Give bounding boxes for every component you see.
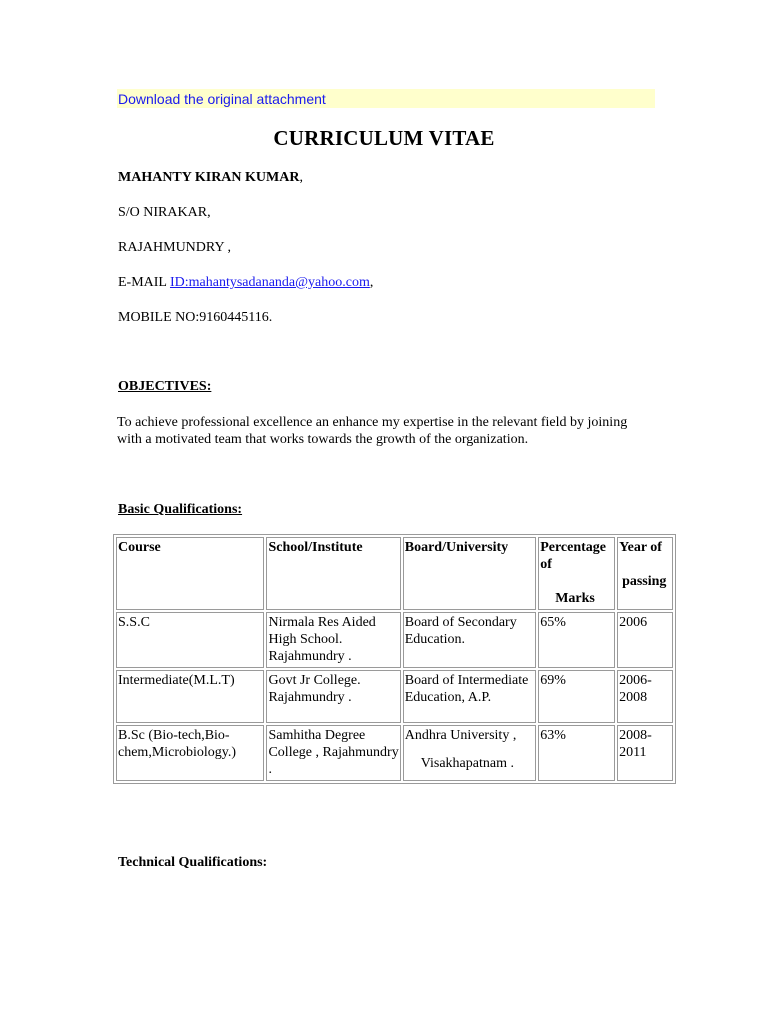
cell-course: S.S.C — [116, 612, 264, 668]
header-percentage-line3: Marks — [555, 591, 595, 606]
header-school: School/Institute — [266, 537, 400, 610]
email-prefix: E-MAIL — [118, 275, 170, 290]
table-row — [116, 725, 673, 781]
cell-board: Board of Secondary Education. — [403, 612, 536, 668]
contact-mobile: MOBILE NO:9160445116. — [118, 310, 273, 325]
cell-percentage: 63% — [538, 725, 615, 781]
cell-course: B.Sc (Bio-tech,Bio-chem,Microbiology.) — [116, 725, 264, 781]
email-suffix: , — [369, 275, 374, 290]
cell-course: Intermediate(M.L.T) — [116, 670, 264, 723]
name-text: MAHANTY KIRAN KUMAR — [118, 170, 300, 185]
table-row — [116, 612, 673, 668]
header-year-line1: Year of — [619, 540, 662, 555]
cell-percentage: 69% — [538, 670, 615, 723]
cell-year: 2006-2008 — [617, 670, 673, 723]
cell-school: Govt Jr College. Rajahmundry . — [266, 670, 400, 723]
basic-qualifications-heading: Basic Qualifications: — [118, 502, 243, 517]
table-row — [116, 670, 673, 723]
cell-school: Nirmala Res Aided High School. Rajahmundry . — [266, 612, 400, 668]
cell-board: Board of Intermediate Education, A.P. — [403, 670, 536, 723]
document-title: CURRICULUM VITAE — [273, 126, 495, 150]
contact-email — [118, 275, 373, 291]
header-course: Course — [116, 537, 264, 610]
cell-percentage: 65% — [538, 612, 615, 668]
cell-school: Samhitha Degree College , Rajahmundry . — [266, 725, 400, 781]
cell-year: 2006 — [617, 612, 673, 668]
objectives-text: To achieve professional excellence an enhance my expertise in the relevant field by joining with a motivated team that works towards the growth of the organization. — [117, 415, 628, 447]
header-percentage-line2: of — [540, 557, 552, 572]
header-board: Board/University — [403, 537, 536, 610]
header-year-line2: passing — [622, 574, 667, 589]
contact-city: RAJAHMUNDRY , — [118, 240, 232, 255]
objectives-heading: OBJECTIVES: — [118, 379, 212, 394]
download-attachment-link[interactable]: Download the original attachment — [118, 91, 326, 107]
cell-board-line1: Andhra University , — [404, 728, 517, 743]
table-header-row — [116, 537, 673, 610]
contact-relation: S/O NIRAKAR, — [118, 205, 211, 220]
cell-board — [403, 725, 536, 781]
qualifications-table — [113, 534, 676, 784]
header-year — [617, 537, 673, 610]
header-percentage — [538, 537, 615, 610]
name-suffix: , — [299, 170, 303, 185]
email-link[interactable]: ID:mahantysadananda@yahoo.com — [169, 275, 370, 290]
technical-qualifications-heading: Technical Qualifications: — [118, 855, 268, 870]
cell-board-line2: Visakhapatnam . — [420, 756, 514, 771]
contact-name — [118, 170, 303, 186]
header-percentage-line1: Percentage — [540, 540, 607, 555]
cell-year: 2008-2011 — [617, 725, 673, 781]
